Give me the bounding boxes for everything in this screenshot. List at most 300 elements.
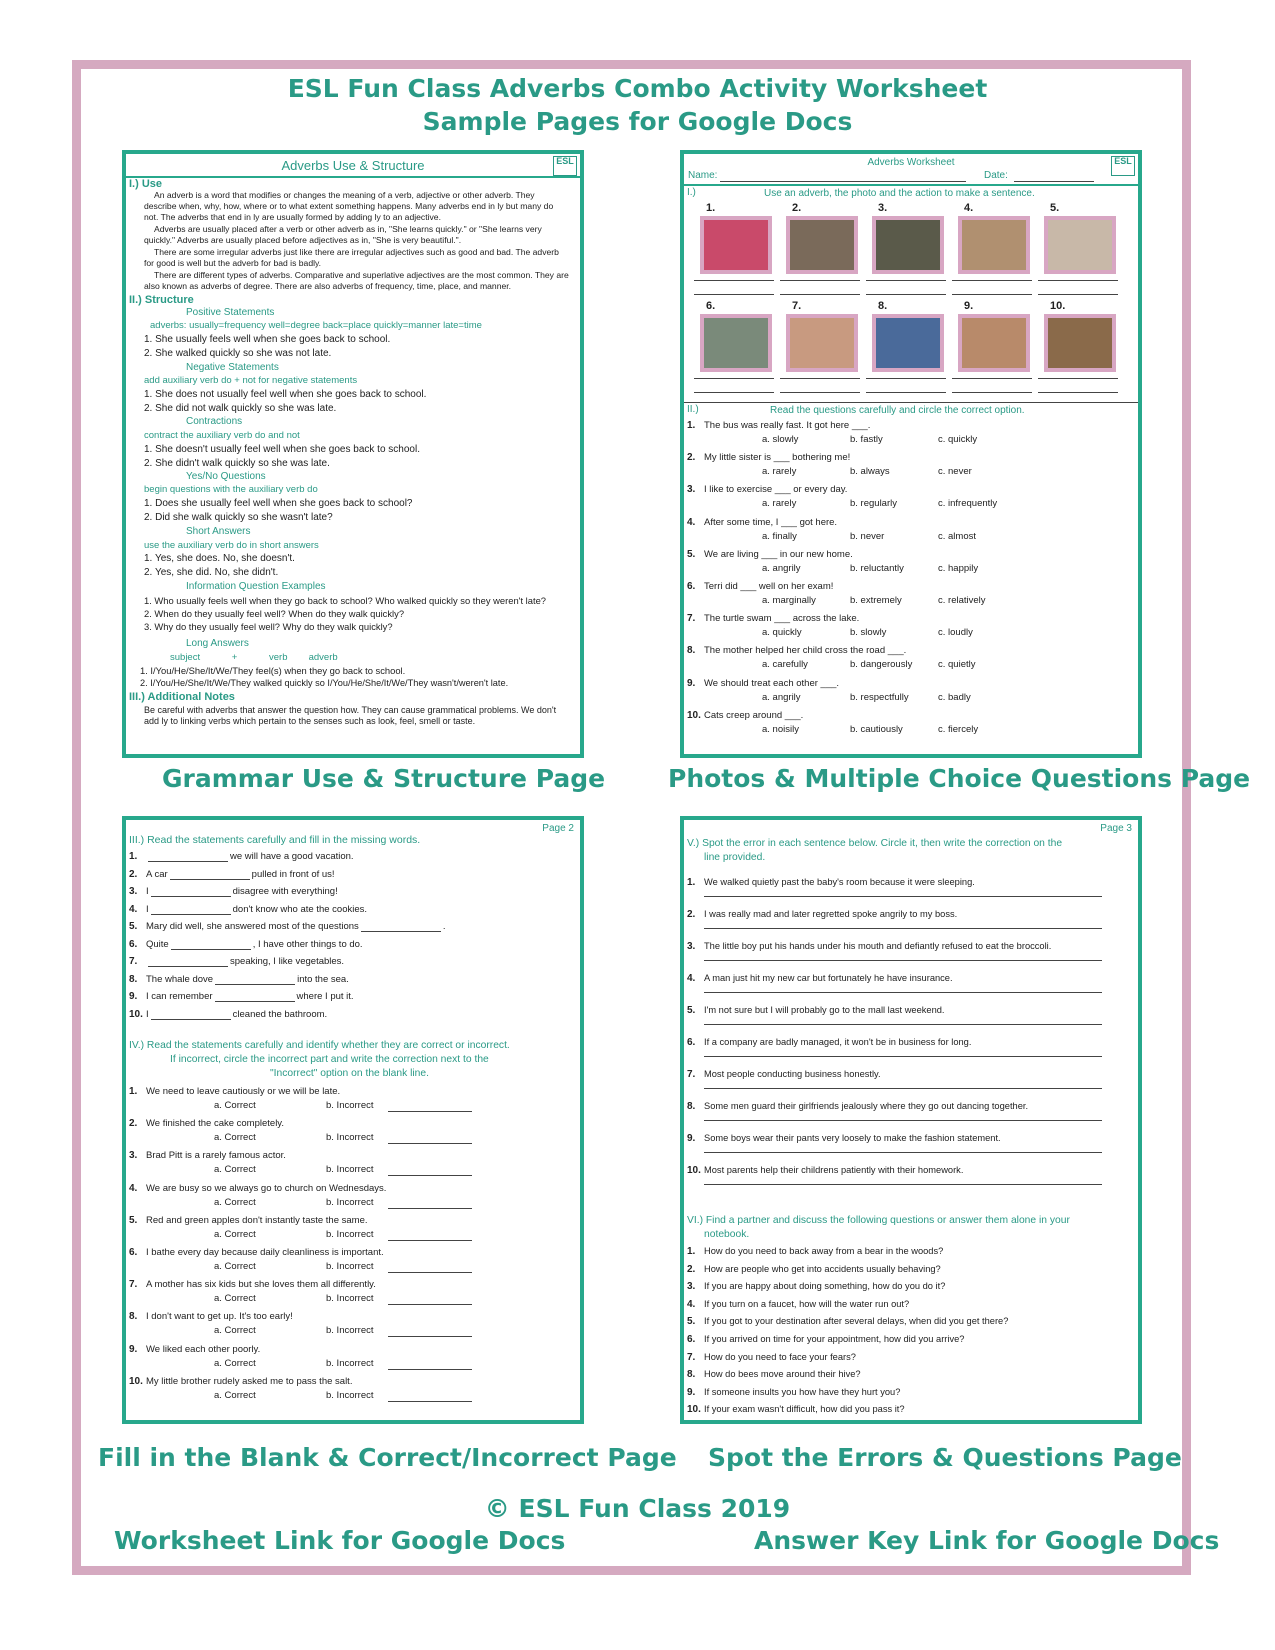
- item-number: 2.: [687, 909, 696, 920]
- subheading: Information Question Examples: [186, 581, 326, 592]
- section-structure-heading: II.) Structure: [129, 294, 194, 306]
- example-line: 3. Why do they usually feel well? Why do they walk quickly?: [144, 621, 393, 632]
- question-text: We should treat each other ___.: [704, 677, 840, 689]
- option-c[interactable]: c. badly: [938, 691, 971, 703]
- photo-image: [700, 216, 772, 274]
- discussion-question: If you arrived on time for your appointment, how did you arrive?: [704, 1334, 965, 1344]
- question-text: The turtle swam ___ across the lake.: [704, 613, 860, 625]
- photo-image: [786, 314, 858, 372]
- worksheet-title: ESL Fun Class Adverbs Combo Activity Worksheet: [287, 74, 988, 103]
- option-a[interactable]: a. noisily: [762, 723, 799, 735]
- sentence-end: where I put it.: [296, 991, 354, 1002]
- option-c[interactable]: c. infrequently: [938, 498, 998, 510]
- sentence-end: cleaned the bathroom.: [232, 1008, 328, 1020]
- option-incorrect[interactable]: b. Incorrect: [326, 1196, 374, 1208]
- name-field[interactable]: [720, 181, 966, 182]
- photo-image: [700, 314, 772, 372]
- discussion-question: If you are happy about doing something, how do you do it?: [704, 1281, 946, 1292]
- answer-line[interactable]: [952, 280, 1032, 281]
- option-b[interactable]: b. extremely: [850, 595, 902, 606]
- photo-image: [872, 314, 944, 372]
- statement-text: We are busy so we always go to church on Wednesdays.: [146, 1182, 387, 1194]
- photo-number: 5.: [1050, 202, 1060, 214]
- question-text: The mother helped her child cross the road ___.: [704, 645, 907, 657]
- page-number: Page 2: [542, 823, 574, 834]
- correction-line[interactable]: [388, 1401, 472, 1402]
- error-sentence: If a company are badly managed, it won't be in business for long.: [704, 1037, 972, 1047]
- question-number: 10.: [687, 709, 701, 721]
- sentence-end: disagree with everything!: [232, 886, 338, 897]
- item-number: 1.: [129, 1086, 138, 1097]
- option-a[interactable]: a. carefully: [762, 659, 808, 671]
- item-number: 9.: [687, 1386, 696, 1398]
- discussion-question: How do bees move around their hive?: [704, 1369, 861, 1380]
- statement-text: Brad Pitt is a rarely famous actor.: [146, 1150, 286, 1162]
- statement-text: We need to leave cautiously or we will be late.: [146, 1086, 341, 1097]
- subheading: Contractions: [186, 416, 243, 427]
- answer-line[interactable]: [866, 392, 946, 393]
- long-answer-columns: subject + verb adverb: [170, 652, 338, 663]
- section-instructions: Read the questions carefully and circle the correct option.: [770, 405, 1025, 416]
- photo-image: [786, 216, 858, 274]
- blank-line[interactable]: [151, 905, 231, 915]
- question-text: The bus was really fast. It got here ___.: [704, 420, 871, 431]
- sentence-end: don't know who ate the cookies.: [232, 903, 368, 915]
- item-number: 8.: [687, 1101, 696, 1112]
- sentence-start: A car: [146, 868, 168, 880]
- answer-line[interactable]: [1038, 392, 1118, 393]
- rule-text: add auxiliary verb do + not for negative statements: [144, 375, 358, 386]
- sentence-start: I: [146, 903, 149, 915]
- option-b[interactable]: b. regularly: [850, 498, 897, 510]
- discussion-question: How do you need to back away from a bear in the woods?: [704, 1246, 944, 1256]
- blank-line[interactable]: [215, 992, 295, 1002]
- item-number: 7.: [687, 1069, 696, 1080]
- subheading: Yes/No Questions: [186, 471, 266, 482]
- option-incorrect[interactable]: b. Incorrect: [326, 1132, 374, 1144]
- option-c[interactable]: c. quietly: [938, 659, 976, 671]
- spot-errors-page-thumbnail[interactable]: [680, 816, 1142, 1424]
- item-number: 4.: [129, 903, 138, 915]
- option-correct[interactable]: a. Correct: [214, 1325, 256, 1337]
- example-line: 2. I/You/He/She/It/We/They walked quickly so I/You/He/She/It/We/They wasn't/weren't late.: [140, 678, 509, 688]
- item-number: 5.: [129, 921, 138, 932]
- item-number: 9.: [129, 991, 138, 1002]
- answer-line[interactable]: [694, 280, 774, 281]
- sentence-start: I: [146, 1008, 149, 1020]
- answer-line[interactable]: [780, 294, 860, 295]
- item-number: 5.: [687, 1005, 696, 1016]
- fill-in-sentence: [146, 904, 367, 915]
- option-b[interactable]: b. slowly: [850, 627, 887, 639]
- section-instructions: IV.) Read the statements carefully and identify whether they are correct or incorrect.: [129, 1040, 510, 1051]
- option-incorrect[interactable]: b. Incorrect: [326, 1389, 374, 1401]
- example-line: 1. Yes, she does. No, she doesn't.: [144, 553, 295, 564]
- item-number: 6.: [129, 1247, 138, 1258]
- example-line: 2. She did not walk quickly so she was late.: [144, 403, 337, 414]
- fill-in-page-thumbnail[interactable]: [122, 816, 584, 1424]
- example-line: 1. She does not usually feel well when she goes back to school.: [144, 389, 427, 400]
- item-number: 6.: [687, 1334, 696, 1345]
- item-number: 9.: [687, 1133, 696, 1144]
- subheading: Long Answers: [186, 638, 249, 649]
- section-instructions: If incorrect, circle the incorrect part and write the correction next to the: [170, 1054, 489, 1065]
- esl-logo-icon: ESL: [553, 156, 577, 176]
- item-number: 1.: [687, 1246, 696, 1257]
- option-a[interactable]: a. slowly: [762, 434, 799, 445]
- question-text: After some time, I ___ got here.: [704, 516, 838, 528]
- correction-line[interactable]: [388, 1369, 472, 1370]
- fill-in-sentence: [146, 956, 344, 967]
- item-number: 8.: [129, 1311, 138, 1323]
- photo-number: 4.: [964, 202, 974, 214]
- page-number: Page 3: [1100, 823, 1132, 834]
- esl-logo-icon: ESL: [1111, 156, 1135, 176]
- photos-page-thumbnail[interactable]: [680, 150, 1142, 758]
- answer-line[interactable]: [1038, 280, 1118, 281]
- option-c[interactable]: c. fiercely: [938, 723, 979, 735]
- correction-line[interactable]: [704, 992, 1102, 993]
- section-instructions: VI.) Find a partner and discuss the following questions or answer them alone in your: [687, 1215, 1070, 1226]
- answer-line[interactable]: [866, 294, 946, 295]
- answer-line[interactable]: [1038, 378, 1118, 379]
- photo-number: 9.: [964, 300, 974, 312]
- option-a[interactable]: a. angrily: [762, 562, 801, 574]
- subheading: Negative Statements: [186, 362, 279, 373]
- example-line: 1. She doesn't usually feel well when she goes back to school.: [144, 444, 420, 455]
- example-line: 1. Who usually feels well when they go back to school? Who walked quickly so they weren't late?: [144, 595, 546, 606]
- statement-text: I bathe every day because daily cleanliness is important.: [146, 1247, 384, 1258]
- question-number: 8.: [687, 645, 696, 657]
- question-number: 3.: [687, 484, 696, 496]
- option-a[interactable]: a. quickly: [762, 627, 802, 639]
- answer-line[interactable]: [780, 392, 860, 393]
- sentence-end: , I have other things to do.: [252, 938, 363, 950]
- grammar-page-thumbnail[interactable]: [122, 150, 584, 758]
- use-paragraph: There are different types of adverbs. Comparative and superlative adjectives are the most common. They are also known as adverbs of degree. There are also adverbs of frequency, time, place, and manner.: [144, 270, 569, 291]
- sentence-start: The whale dove: [146, 973, 214, 985]
- error-sentence: I was really mad and later regretted spoke angrily to my boss.: [704, 909, 958, 919]
- item-number: 10.: [687, 1165, 701, 1176]
- answer-line[interactable]: [866, 378, 946, 379]
- example-line: 1. I/You/He/She/It/We/They feel(s) when they go back to school.: [140, 665, 406, 676]
- worksheet-link[interactable]: Worksheet Link for Google Docs: [114, 1526, 566, 1555]
- section-instructions: notebook.: [704, 1229, 750, 1240]
- photo-number: 6.: [706, 300, 716, 312]
- example-line: 2. She didn't walk quickly so she was late.: [144, 458, 330, 469]
- error-sentence: Some men guard their girlfriends jealously where they go out dancing together.: [704, 1101, 1029, 1111]
- question-text: Terri did ___ well on her exam!: [704, 581, 834, 592]
- option-b[interactable]: b. respectfully: [850, 691, 909, 703]
- photo-number: 7.: [792, 300, 802, 312]
- option-correct[interactable]: a. Correct: [214, 1293, 256, 1305]
- divider: [126, 176, 580, 178]
- worksheet-subtitle: Sample Pages for Google Docs: [422, 107, 853, 136]
- subheading: Positive Statements: [186, 307, 275, 318]
- option-correct[interactable]: a. Correct: [214, 1357, 256, 1369]
- caption-fill-in-page: Fill in the Blank & Correct/Incorrect Page: [98, 1443, 677, 1472]
- sentence-end: speaking, I like vegetables.: [230, 956, 345, 967]
- correction-line[interactable]: [704, 1024, 1102, 1025]
- option-incorrect[interactable]: b. Incorrect: [326, 1293, 374, 1305]
- option-b[interactable]: b. reluctantly: [850, 562, 904, 574]
- sentence-start: Mary did well, she answered most of the questions: [146, 921, 359, 932]
- copyright-text: © ESL Fun Class 2019: [484, 1494, 791, 1523]
- item-number: 8.: [687, 1369, 696, 1381]
- sentence-start: Quite: [146, 938, 169, 950]
- blank-line[interactable]: [151, 887, 231, 897]
- question-number: 1.: [687, 420, 696, 431]
- correction-line[interactable]: [388, 1208, 472, 1209]
- option-b[interactable]: b. always: [850, 466, 890, 478]
- photo-number: 10.: [1050, 300, 1066, 312]
- photo-image: [1044, 314, 1116, 372]
- answer-line[interactable]: [952, 392, 1032, 393]
- sentence-end: into the sea.: [297, 973, 349, 985]
- blank-line[interactable]: [215, 975, 295, 985]
- rule-text: begin questions with the auxiliary verb do: [144, 484, 318, 495]
- item-number: 4.: [129, 1182, 138, 1194]
- name-label: Name:: [688, 170, 718, 181]
- item-number: 3.: [129, 886, 138, 897]
- error-sentence: We walked quietly past the baby's room because it were sleeping.: [704, 877, 975, 887]
- item-number: 2.: [129, 1118, 138, 1130]
- option-b[interactable]: b. never: [850, 530, 885, 542]
- answer-line[interactable]: [694, 378, 774, 379]
- blank-line[interactable]: [148, 957, 228, 967]
- discussion-question: If you turn on a faucet, how will the water run out?: [704, 1298, 910, 1309]
- correction-line[interactable]: [704, 1056, 1102, 1057]
- section-instructions: Use an adverb, the photo and the action to make a sentence.: [764, 188, 1035, 199]
- question-number: 5.: [687, 548, 696, 560]
- question-text: Cats creep around ___.: [704, 709, 804, 721]
- discussion-question: If your exam wasn't difficult, how did you pass it?: [704, 1404, 905, 1415]
- item-number: 6.: [129, 938, 138, 950]
- option-incorrect[interactable]: b. Incorrect: [326, 1261, 374, 1272]
- date-label: Date:: [984, 170, 1008, 181]
- item-number: 9.: [129, 1343, 138, 1355]
- section-number: I.): [687, 187, 696, 198]
- use-paragraph: An adverb is a word that modifies or changes the meaning of a verb, adjective or other adverb. They describe when, why, how, where or to what extent something happens. Many adverbs end in ly but many do not. The adverbs that end in ly are usually formed by adding ly to an adjective.: [144, 190, 554, 222]
- fill-in-sentence: [146, 974, 349, 985]
- answer-line[interactable]: [780, 280, 860, 281]
- item-number: 10.: [687, 1404, 701, 1416]
- item-number: 8.: [129, 973, 138, 985]
- item-number: 5.: [129, 1214, 138, 1226]
- section-number: II.): [687, 404, 699, 415]
- correction-line[interactable]: [704, 1088, 1102, 1089]
- answer-line[interactable]: [952, 294, 1032, 295]
- section-instructions: V.) Spot the error in each sentence below. Circle it, then write the correction on the: [687, 838, 1063, 849]
- option-c[interactable]: c. loudly: [938, 627, 973, 639]
- option-correct[interactable]: a. Correct: [214, 1228, 256, 1240]
- correction-line[interactable]: [704, 896, 1102, 897]
- section-instructions: "Incorrect" option on the blank line.: [270, 1068, 429, 1079]
- photo-image: [1044, 216, 1116, 274]
- option-b[interactable]: b. dangerously: [850, 659, 913, 671]
- correction-line[interactable]: [388, 1336, 472, 1337]
- example-line: 2. When do they usually feel well? When do they walk quickly?: [144, 608, 405, 619]
- answer-line[interactable]: [694, 294, 774, 295]
- use-paragraph: There are some irregular adverbs just like there are irregular adjectives such as good and bad. The adverb for good is well but the adverb for bad is badly.: [144, 247, 559, 268]
- item-number: 10.: [129, 1008, 143, 1020]
- option-c[interactable]: c. relatively: [938, 595, 986, 606]
- caption-photos-page: Photos & Multiple Choice Questions Page: [668, 764, 1251, 793]
- item-number: 2.: [129, 868, 138, 880]
- date-field[interactable]: [1014, 181, 1094, 182]
- answer-line[interactable]: [694, 392, 774, 393]
- blank-line[interactable]: [148, 852, 228, 862]
- example-line: 2. Yes, she did. No, she didn't.: [144, 567, 279, 578]
- option-correct[interactable]: a. Correct: [214, 1389, 256, 1401]
- fill-in-sentence: [146, 991, 354, 1002]
- item-number: 6.: [687, 1037, 696, 1048]
- photo-image: [958, 314, 1030, 372]
- divider: [684, 184, 1138, 186]
- photo-number: 2.: [792, 202, 802, 214]
- photo-number: 3.: [878, 202, 888, 214]
- divider: [684, 402, 1138, 403]
- option-b[interactable]: b. fastly: [850, 434, 883, 445]
- option-incorrect[interactable]: b. Incorrect: [326, 1325, 374, 1337]
- option-c[interactable]: c. almost: [938, 530, 977, 542]
- discussion-question: How are people who get into accidents usually behaving?: [704, 1263, 941, 1274]
- statement-text: My little brother rudely asked me to pass the salt.: [146, 1375, 353, 1387]
- answer-line[interactable]: [780, 378, 860, 379]
- question-number: 9.: [687, 677, 696, 689]
- photo-image: [872, 216, 944, 274]
- item-number: 7.: [687, 1351, 696, 1363]
- option-a[interactable]: a. marginally: [762, 595, 816, 606]
- example-line: 1. Does she usually feel well when she goes back to school?: [144, 498, 413, 509]
- fill-in-sentence: [146, 886, 338, 897]
- statement-text: We liked each other poorly.: [146, 1343, 261, 1355]
- sentence-start: I: [146, 886, 149, 897]
- fill-in-sentence: [146, 921, 445, 932]
- correction-line[interactable]: [388, 1175, 472, 1176]
- correction-line[interactable]: [388, 1111, 472, 1112]
- blank-line[interactable]: [171, 940, 251, 950]
- fill-in-sentence: [146, 851, 354, 862]
- answer-line[interactable]: [1038, 294, 1118, 295]
- option-incorrect[interactable]: b. Incorrect: [326, 1100, 374, 1111]
- section-notes-heading: III.) Additional Notes: [129, 691, 235, 703]
- item-number: 1.: [129, 851, 138, 862]
- answer-key-link[interactable]: Answer Key Link for Google Docs: [754, 1526, 1220, 1555]
- caption-grammar-page: Grammar Use & Structure Page: [162, 764, 606, 793]
- item-number: 4.: [687, 973, 696, 984]
- fill-in-sentence: [146, 869, 335, 880]
- section-use-heading: I.) Use: [129, 178, 163, 190]
- sentence-end: we will have a good vacation.: [230, 851, 354, 862]
- discussion-question: If you got to your destination after several delays, when did you get there?: [704, 1316, 1009, 1327]
- blank-line[interactable]: [151, 1010, 231, 1020]
- discussion-question: How do you need to face your fears?: [704, 1351, 856, 1362]
- fill-in-sentence: [146, 1009, 327, 1020]
- option-c[interactable]: c. never: [938, 466, 972, 478]
- option-correct[interactable]: a. Correct: [214, 1100, 256, 1111]
- option-c[interactable]: c. quickly: [938, 434, 978, 445]
- answer-line[interactable]: [952, 378, 1032, 379]
- correction-line[interactable]: [704, 928, 1102, 929]
- error-sentence: Some boys wear their pants very loosely to make the fashion statement.: [704, 1133, 1001, 1143]
- page1-title: Adverbs Use & Structure: [281, 158, 425, 173]
- statement-text: Red and green apples don't instantly taste the same.: [146, 1214, 368, 1226]
- option-correct[interactable]: a. Correct: [214, 1164, 256, 1176]
- statement-text: We finished the cake completely.: [146, 1118, 284, 1130]
- option-a[interactable]: a. rarely: [762, 466, 797, 478]
- option-correct[interactable]: a. Correct: [214, 1261, 256, 1272]
- rule-text: use the auxiliary verb do in short answers: [144, 540, 319, 551]
- correction-line[interactable]: [704, 1120, 1102, 1121]
- example-line: 2. Did she walk quickly so she wasn't late?: [144, 512, 333, 523]
- correction-line[interactable]: [388, 1272, 472, 1273]
- use-paragraph: Adverbs are usually placed after a verb or other adverb as in, "She learns quickly." or "She learns very quickly." Adverbs are usually placed before adjectives as in, "She is very beautiful.".: [144, 224, 542, 245]
- option-c[interactable]: c. happily: [938, 562, 979, 574]
- correction-line[interactable]: [704, 960, 1102, 961]
- caption-spot-errors-page: Spot the Errors & Questions Page: [708, 1443, 1182, 1472]
- option-b[interactable]: b. cautiously: [850, 723, 903, 735]
- statement-text: I don't want to get up. It's too early!: [146, 1311, 293, 1323]
- item-number: 3.: [129, 1150, 138, 1162]
- error-sentence: Most people conducting business honestly.: [704, 1069, 881, 1079]
- item-number: 3.: [687, 941, 696, 952]
- option-a[interactable]: a. angrily: [762, 691, 801, 703]
- item-number: 4.: [687, 1298, 696, 1310]
- error-sentence: A man just hit my new car but fortunately he have insurance.: [704, 973, 953, 983]
- item-number: 7.: [129, 956, 138, 967]
- question-text: My little sister is ___ bothering me!: [704, 452, 851, 464]
- question-text: I like to exercise ___ or every day.: [704, 484, 848, 496]
- example-line: 2. She walked quickly so she was not late.: [144, 348, 332, 359]
- blank-line[interactable]: [170, 870, 250, 880]
- example-line: 1. She usually feels well when she goes back to school.: [144, 334, 391, 345]
- correction-line[interactable]: [704, 1152, 1102, 1153]
- item-number: 10.: [129, 1375, 143, 1387]
- photo-number: 1.: [706, 202, 716, 214]
- photo-image: [958, 216, 1030, 274]
- section-instructions: line provided.: [704, 852, 766, 863]
- rule-text: contract the auxiliary verb do and not: [144, 430, 300, 441]
- question-number: 4.: [687, 516, 696, 528]
- question-number: 2.: [687, 452, 696, 464]
- option-correct[interactable]: a. Correct: [214, 1132, 256, 1144]
- question-number: 7.: [687, 613, 696, 625]
- item-number: 3.: [687, 1281, 696, 1293]
- option-incorrect[interactable]: b. Incorrect: [326, 1228, 374, 1240]
- option-a[interactable]: a. finally: [762, 530, 797, 542]
- option-incorrect[interactable]: b. Incorrect: [326, 1357, 374, 1369]
- blank-line[interactable]: [361, 922, 441, 932]
- error-sentence: I'm not sure but I will probably go to the mall last weekend.: [704, 1005, 945, 1015]
- option-incorrect[interactable]: b. Incorrect: [326, 1164, 374, 1176]
- correction-line[interactable]: [388, 1240, 472, 1241]
- answer-line[interactable]: [866, 280, 946, 281]
- question-number: 6.: [687, 581, 696, 592]
- option-correct[interactable]: a. Correct: [214, 1196, 256, 1208]
- subheading: Short Answers: [186, 526, 251, 537]
- item-number: 5.: [687, 1316, 696, 1328]
- sentence-end: pulled in front of us!: [251, 868, 335, 880]
- error-sentence: The little boy put his hands under his mouth and defiantly refused to eat the broccoli.: [704, 941, 1052, 951]
- correction-line[interactable]: [388, 1304, 472, 1305]
- correction-line[interactable]: [388, 1143, 472, 1144]
- section-instructions: III.) Read the statements carefully and fill in the missing words.: [129, 834, 421, 846]
- option-a[interactable]: a. rarely: [762, 498, 797, 510]
- correction-line[interactable]: [704, 1184, 1102, 1185]
- page2-title: Adverbs Worksheet: [867, 157, 955, 168]
- notes-paragraph: Be careful with adverbs that answer the question how. They can cause grammatical problems. We don't add ly to linking verbs which pertain to the senses such as look, feel, smell or taste.: [144, 705, 557, 726]
